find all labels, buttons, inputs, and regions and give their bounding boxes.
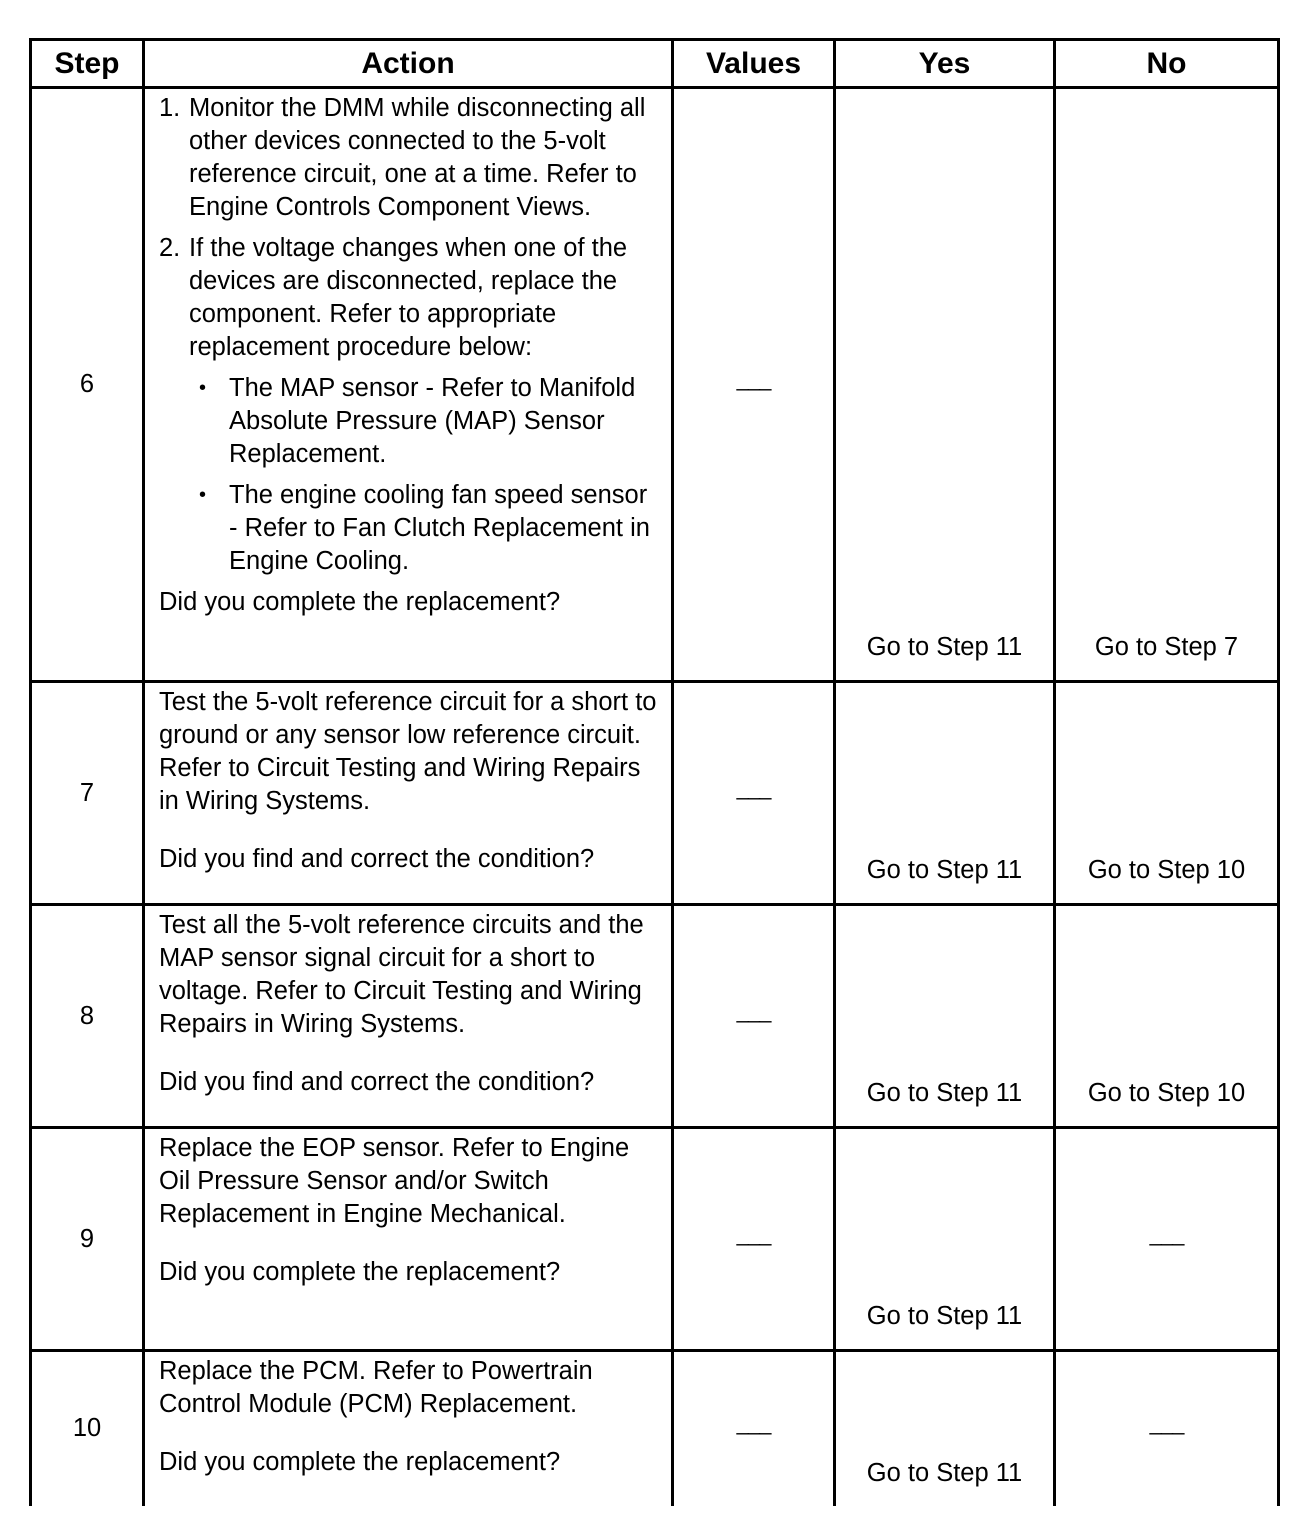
values-cell xyxy=(673,88,835,682)
step-text: Monitor the DMM while disconnecting all other devices connected to the 5-volt reference circuit, one at a time. Refer to Engine Controls Component Views. xyxy=(189,94,646,221)
yes-cell: Go to Step 11 xyxy=(835,682,1055,905)
bullet-item xyxy=(189,372,661,471)
table-row xyxy=(31,682,1279,905)
action-text: Test the 5-volt reference circuit for a short to ground or any sensor low reference circuit. Refer to Circuit Testing and Wiring Repairs in Wiring Systems. xyxy=(159,688,657,815)
header-action: Action xyxy=(144,40,673,88)
header-values: Values xyxy=(673,40,835,88)
step-number: 7 xyxy=(31,682,144,905)
bullet-icon: • xyxy=(199,484,207,506)
action-cell xyxy=(144,1128,673,1351)
bullet-item xyxy=(189,479,661,578)
action-text: Replace the EOP sensor. Refer to Engine Oil Pressure Sensor and/or Switch Replacement in Engine Mechanical. xyxy=(159,1134,630,1228)
header-row xyxy=(31,40,1279,88)
empty-value: ___ xyxy=(1149,1410,1184,1436)
action-cell xyxy=(144,88,673,682)
no-cell xyxy=(1055,1128,1279,1351)
question-text: Did you complete the replacement? xyxy=(159,1258,561,1286)
header-step: Step xyxy=(31,40,144,88)
step-number: 9 xyxy=(31,1128,144,1351)
question-text: Did you complete the replacement? xyxy=(159,1448,561,1476)
step-index: 1. xyxy=(159,94,181,122)
action-text: Test all the 5-volt reference circuits and the MAP sensor signal circuit for a short to voltage. Refer to Circuit Testing and Wiring Repairs in Wiring Systems. xyxy=(159,911,644,1038)
empty-value: ___ xyxy=(736,997,771,1023)
no-cell xyxy=(1055,1351,1279,1506)
question-text: Did you complete the replacement? xyxy=(159,588,561,616)
yes-cell: Go to Step 11 xyxy=(835,1128,1055,1351)
header-no: No xyxy=(1055,40,1279,88)
empty-value: ___ xyxy=(1149,1220,1184,1246)
action-cell xyxy=(144,905,673,1128)
step-number: 10 xyxy=(31,1351,144,1506)
table-row xyxy=(31,1351,1279,1506)
question-text: Did you find and correct the condition? xyxy=(159,845,595,873)
bullet-text: The MAP sensor - Refer to Manifold Absolute Pressure (MAP) Sensor Replacement. xyxy=(229,374,636,468)
values-cell xyxy=(673,1128,835,1351)
step-number: 8 xyxy=(31,905,144,1128)
no-cell: Go to Step 10 xyxy=(1055,905,1279,1128)
no-cell: Go to Step 7 xyxy=(1055,88,1279,682)
step-index: 2. xyxy=(159,234,181,262)
table-row xyxy=(31,1128,1279,1351)
question-text: Did you find and correct the condition? xyxy=(159,1068,595,1096)
values-cell xyxy=(673,1351,835,1506)
empty-value: ___ xyxy=(736,366,771,391)
bullet-icon: • xyxy=(199,377,207,399)
yes-cell: Go to Step 11 xyxy=(835,88,1055,682)
values-cell xyxy=(673,905,835,1128)
empty-value: ___ xyxy=(736,1220,771,1246)
action-step xyxy=(159,92,661,224)
action-cell xyxy=(144,1351,673,1506)
no-cell: Go to Step 10 xyxy=(1055,682,1279,905)
values-cell xyxy=(673,682,835,905)
header-yes: Yes xyxy=(835,40,1055,88)
empty-value: ___ xyxy=(736,1410,771,1436)
action-step xyxy=(159,232,661,578)
empty-value: ___ xyxy=(736,774,771,800)
table-row xyxy=(31,88,1279,682)
yes-cell: Go to Step 11 xyxy=(835,905,1055,1128)
table-row xyxy=(31,905,1279,1128)
bullet-text: The engine cooling fan speed sensor - Refer to Fan Clutch Replacement in Engine Cooling. xyxy=(229,481,650,575)
step-number: 6 xyxy=(31,88,144,682)
action-text: Replace the PCM. Refer to Powertrain Control Module (PCM) Replacement. xyxy=(159,1357,593,1418)
step-text: If the voltage changes when one of the devices are disconnected, replace the component. Refer to appropriate replacement procedure below: xyxy=(189,234,628,361)
action-cell xyxy=(144,682,673,905)
diagnostic-table xyxy=(29,38,1280,1506)
bullet-list xyxy=(189,372,661,578)
yes-cell: Go to Step 11 xyxy=(835,1351,1055,1506)
action-steps xyxy=(159,92,661,578)
